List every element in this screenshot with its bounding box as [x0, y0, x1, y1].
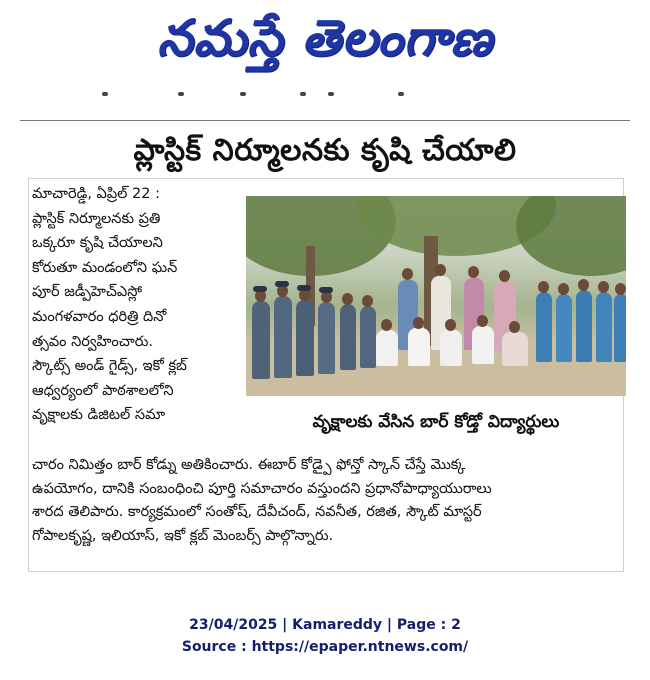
article-line: పూర్ జడ్పీహెచ్ఎస్లో	[32, 284, 142, 301]
article-line: ఆధ్వర్యంలో పాఠశాలలోని	[32, 382, 174, 399]
article-line: కోరుతూ మండంలోని ఘన్	[32, 259, 178, 276]
article-line: ఒక్కరూ కృషి చేయాలని	[32, 235, 163, 252]
masthead-divider	[20, 120, 630, 121]
footer-meta: 23/04/2025 | Kamareddy | Page : 2	[189, 617, 461, 633]
newspaper-logo: నమస్తే తెలంగాణ	[157, 9, 493, 67]
article-line: వృక్షాలకు డిజిటల్ సమా	[32, 407, 166, 424]
article-line: స్కౌట్స్ అండ్ గైడ్స్, ఇకో క్లబ్	[32, 358, 187, 375]
masthead-subline	[70, 92, 520, 100]
article-line: గోపాలకృష్ణ, ఇలియాస్, ఇకో క్లబ్ మెంబర్స్ పాల్గొన్నారు.	[32, 527, 334, 544]
article-headline: ప్లాస్టిక్ నిర్మూలనకు కృషి చేయాలి	[133, 133, 517, 168]
article-line: త్సవం నిర్వహించారు.	[32, 333, 153, 350]
article-line: మంగళవారం ధరిత్రి దినో	[32, 308, 167, 325]
article-line: మాచారెడ్డి, ఏప్రిల్ 22 :	[32, 186, 160, 202]
masthead	[0, 0, 650, 90]
page-footer	[0, 614, 650, 658]
article-body-text	[32, 454, 622, 548]
article-line: ఉపయోగం, దానికి సంబంధించి పూర్తి సమాచారం వస్తుందని ప్రధానోపాధ్యాయురాలు	[32, 480, 492, 497]
article-line: చారం నిమిత్తం బార్ కోడ్ను అతికించారు. ఈబార్ కోడ్పై ఫోన్తో స్కాన్ చేస్తే మొక్క	[32, 457, 466, 473]
article-photo	[246, 196, 626, 396]
photo-caption: వృక్షాలకు వేసిన బార్ కోడ్తో విద్యార్థులు	[312, 412, 560, 432]
article-line: ప్లాస్టిక్ నిర్మూలనకు ప్రతి	[32, 210, 161, 227]
footer-source: Source : https://epaper.ntnews.com/	[181, 639, 469, 655]
article-column-text	[32, 182, 240, 428]
article-line: శారద తెలిపారు. కార్యక్రమంలో సంతోష్, దేవీచంద్, నవనీత, రజిత, స్కౌట్ మాస్టర్	[32, 504, 482, 520]
